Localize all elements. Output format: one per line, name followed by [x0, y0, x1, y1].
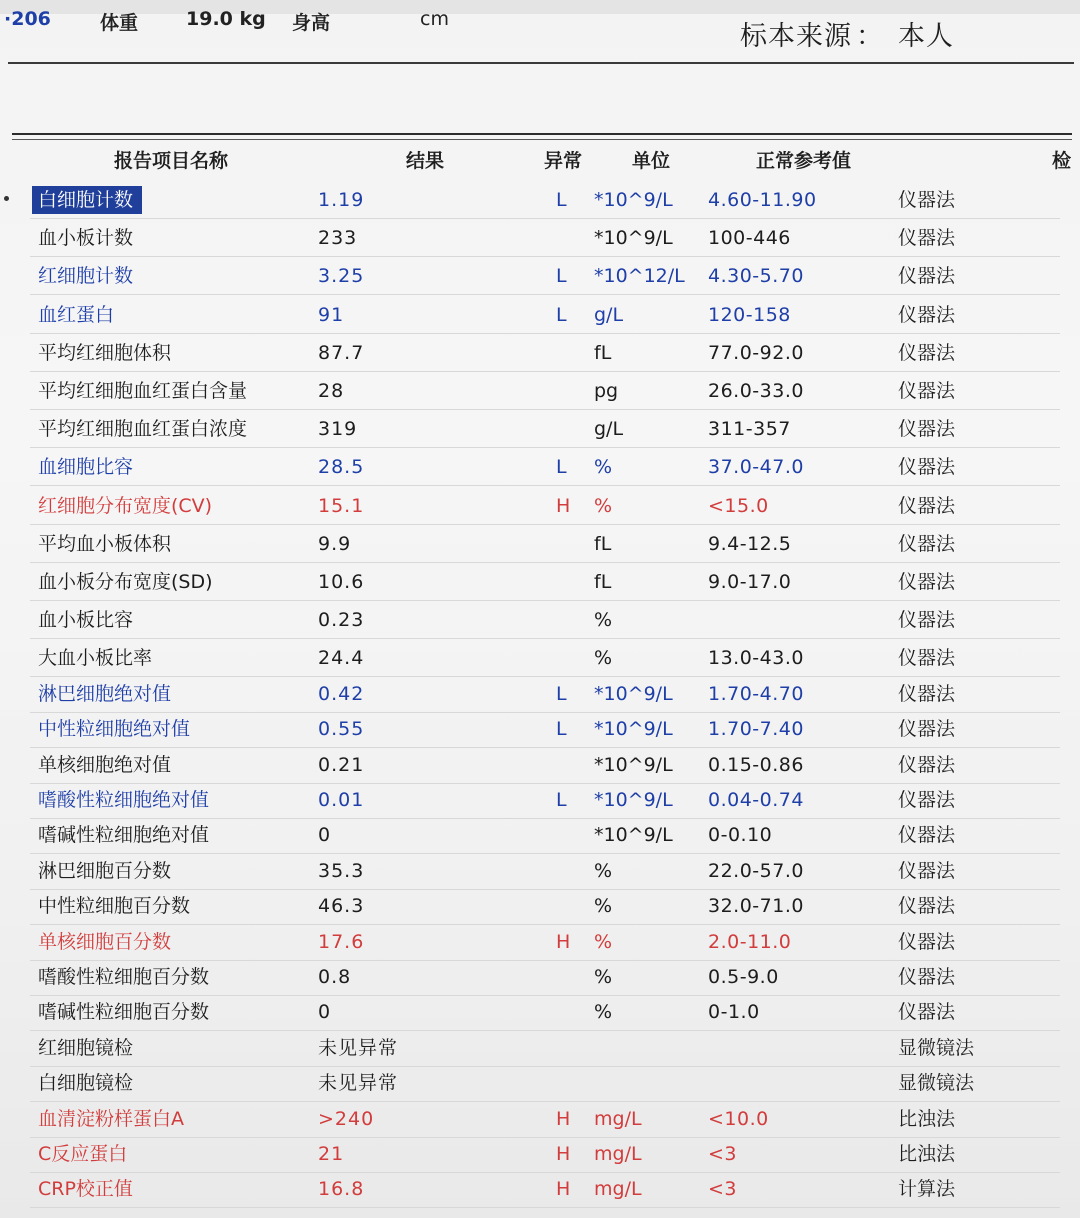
- item-name: 淋巴细胞绝对值: [38, 682, 172, 705]
- item-unit: mg/L: [594, 1143, 642, 1165]
- row-divider: [30, 256, 1060, 257]
- row-divider: [30, 853, 1060, 854]
- row-divider: [30, 447, 1060, 448]
- item-method: 仪器法: [898, 609, 956, 632]
- item-result: 28.5: [318, 456, 365, 479]
- item-unit: g/L: [594, 418, 624, 441]
- item-unit: *10^12/L: [594, 265, 685, 288]
- item-result: 0: [318, 824, 332, 847]
- item-result: 87.7: [318, 341, 365, 364]
- item-unit: %: [594, 456, 613, 479]
- item-result: 46.3: [318, 895, 365, 918]
- item-method: 仪器法: [898, 265, 956, 288]
- row-divider: [30, 218, 1060, 219]
- item-reference: 32.0-71.0: [708, 895, 804, 918]
- item-unit: pg: [594, 380, 619, 402]
- item-name: 嗜碱性粒细胞百分数: [38, 1001, 210, 1024]
- item-result: 10.6: [318, 571, 365, 593]
- item-name: C反应蛋白: [38, 1143, 128, 1165]
- weight-label: 体重: [100, 12, 139, 34]
- item-method: 仪器法: [898, 789, 956, 811]
- item-reference: 37.0-47.0: [708, 456, 804, 479]
- item-name: 红细胞分布宽度(CV): [38, 494, 213, 517]
- item-name: 血小板比容: [38, 609, 134, 632]
- item-reference: 0.04-0.74: [708, 789, 804, 811]
- item-name: 血小板计数: [38, 227, 134, 250]
- row-divider: [30, 485, 1060, 486]
- age-fragment: ·206: [4, 8, 51, 30]
- item-result: 0.42: [318, 682, 365, 705]
- item-flag: H: [556, 1143, 571, 1165]
- item-reference: 100-446: [708, 227, 791, 250]
- item-result: 0.21: [318, 753, 365, 776]
- height-label: 身高: [292, 12, 331, 34]
- item-method: 仪器法: [898, 647, 956, 670]
- item-flag: H: [556, 1107, 571, 1130]
- item-unit: *10^9/L: [594, 718, 673, 741]
- item-method: 仪器法: [898, 532, 956, 555]
- row-divider: [30, 1066, 1060, 1067]
- item-result: 91: [318, 303, 345, 326]
- item-result: 28: [318, 380, 345, 402]
- row-divider: [30, 294, 1060, 295]
- row-divider: [30, 333, 1060, 334]
- item-name: 血清淀粉样蛋白A: [38, 1107, 184, 1130]
- item-name: 嗜酸性粒细胞百分数: [38, 966, 210, 988]
- item-unit: *10^9/L: [594, 682, 673, 705]
- item-reference: 4.30-5.70: [708, 265, 804, 288]
- item-name: 单核细胞百分数: [38, 930, 172, 953]
- row-divider: [30, 1030, 1060, 1031]
- row-divider: [30, 783, 1060, 784]
- item-method: 仪器法: [898, 189, 956, 211]
- item-method: 计算法: [898, 1178, 956, 1201]
- item-unit: %: [594, 859, 613, 882]
- item-result: 21: [318, 1143, 345, 1165]
- item-name: 淋巴细胞百分数: [38, 859, 172, 882]
- item-name: 大血小板比率: [38, 647, 153, 670]
- row-divider: [30, 524, 1060, 525]
- item-method: 仪器法: [898, 456, 956, 479]
- item-name: 平均红细胞血红蛋白浓度: [38, 418, 248, 441]
- item-reference: <15.0: [708, 494, 769, 517]
- item-method: 仪器法: [898, 303, 956, 326]
- item-name: 平均血小板体积: [38, 532, 172, 555]
- item-result: 319: [318, 418, 358, 441]
- item-result: 233: [318, 227, 358, 250]
- item-reference: 1.70-7.40: [708, 718, 804, 741]
- item-method: 仪器法: [898, 418, 956, 441]
- item-reference: 2.0-11.0: [708, 930, 792, 953]
- row-divider: [30, 371, 1060, 372]
- item-result: 1.19: [318, 189, 365, 211]
- item-result: 未见异常: [318, 1036, 399, 1059]
- item-name: 单核细胞绝对值: [38, 753, 172, 776]
- item-name: CRP校正值: [38, 1178, 133, 1201]
- row-divider: [30, 1207, 1060, 1208]
- item-name: 嗜碱性粒细胞绝对值: [38, 824, 210, 847]
- item-reference: 311-357: [708, 418, 791, 441]
- item-unit: fL: [594, 571, 612, 593]
- item-unit: *10^9/L: [594, 227, 673, 250]
- item-reference: 120-158: [708, 303, 791, 326]
- column-header-name: 报告项目名称: [114, 150, 229, 172]
- column-header-reference: 正常参考值: [756, 150, 852, 172]
- table-top-rule-inner: [12, 139, 1072, 140]
- item-unit: *10^9/L: [594, 189, 673, 211]
- item-reference: <3: [708, 1143, 738, 1165]
- item-flag: H: [556, 494, 571, 517]
- item-name: 嗜酸性粒细胞绝对值: [38, 789, 210, 811]
- item-method: 仪器法: [898, 859, 956, 882]
- row-divider: [30, 995, 1060, 996]
- item-result: 0.23: [318, 609, 365, 632]
- item-name: 中性粒细胞绝对值: [38, 718, 191, 741]
- row-divider: [30, 747, 1060, 748]
- item-flag: L: [556, 456, 567, 479]
- item-flag: H: [556, 930, 571, 953]
- row-divider: [30, 676, 1060, 677]
- item-name: 红细胞镜检: [38, 1036, 134, 1059]
- specimen-source-label: 标本来源: [740, 21, 852, 52]
- item-method: 仪器法: [898, 930, 956, 953]
- column-header-edge: 检: [1052, 150, 1072, 172]
- item-method: 仪器法: [898, 753, 956, 776]
- height-unit: cm: [420, 8, 449, 30]
- row-divider: [30, 818, 1060, 819]
- item-result: 17.6: [318, 930, 365, 953]
- row-divider: [30, 562, 1060, 563]
- item-result: 16.8: [318, 1178, 365, 1201]
- item-reference: 0.15-0.86: [708, 753, 804, 776]
- column-header-result: 结果: [406, 150, 445, 172]
- item-name: 平均红细胞体积: [38, 341, 172, 364]
- item-result: 35.3: [318, 859, 365, 882]
- item-reference: <10.0: [708, 1107, 769, 1130]
- item-reference: 22.0-57.0: [708, 859, 804, 882]
- item-reference: 4.60-11.90: [708, 189, 817, 211]
- column-header-flag: 异常: [544, 150, 583, 172]
- row-divider: [30, 924, 1060, 925]
- item-method: 仪器法: [898, 1001, 956, 1024]
- item-flag: L: [556, 718, 567, 741]
- item-reference: 9.0-17.0: [708, 571, 792, 593]
- item-method: 仪器法: [898, 494, 956, 517]
- item-result: 0.01: [318, 789, 365, 811]
- specimen-source: [740, 14, 954, 53]
- item-unit: %: [594, 1001, 613, 1024]
- item-unit: mg/L: [594, 1107, 642, 1130]
- item-unit: fL: [594, 532, 612, 555]
- table-top-rule: [12, 133, 1072, 135]
- item-result: 24.4: [318, 647, 365, 670]
- item-method: 仪器法: [898, 682, 956, 705]
- item-method: 显微镜法: [898, 1036, 975, 1059]
- row-pointer-mark: [4, 196, 9, 201]
- header-divider: [8, 62, 1074, 64]
- item-reference: 0-1.0: [708, 1001, 760, 1024]
- item-unit: %: [594, 966, 613, 988]
- item-method: 仪器法: [898, 380, 956, 402]
- item-name: 白细胞计数: [38, 189, 134, 211]
- item-reference: 1.70-4.70: [708, 682, 804, 705]
- item-flag: H: [556, 1178, 571, 1201]
- specimen-source-value: 本人: [898, 21, 954, 52]
- item-unit: *10^9/L: [594, 789, 673, 811]
- item-result: 0.55: [318, 718, 365, 741]
- row-divider: [30, 600, 1060, 601]
- item-reference: 13.0-43.0: [708, 647, 804, 670]
- item-result: 3.25: [318, 265, 365, 288]
- item-method: 仪器法: [898, 966, 956, 988]
- item-reference: 77.0-92.0: [708, 341, 804, 364]
- specimen-source-colon: ：: [856, 21, 884, 52]
- row-divider: [30, 889, 1060, 890]
- item-flag: L: [556, 265, 567, 288]
- item-method: 仪器法: [898, 571, 956, 593]
- row-divider: [30, 712, 1060, 713]
- item-reference: <3: [708, 1178, 738, 1201]
- item-flag: L: [556, 303, 567, 326]
- item-result: 未见异常: [318, 1072, 399, 1095]
- item-reference: 26.0-33.0: [708, 380, 804, 402]
- item-reference: 0.5-9.0: [708, 966, 779, 988]
- item-unit: mg/L: [594, 1178, 642, 1201]
- item-flag: L: [556, 789, 567, 811]
- item-unit: %: [594, 895, 613, 918]
- item-method: 仪器法: [898, 341, 956, 364]
- item-name: 中性粒细胞百分数: [38, 895, 191, 918]
- item-method: 仪器法: [898, 824, 956, 847]
- item-method: 显微镜法: [898, 1072, 975, 1095]
- item-unit: *10^9/L: [594, 753, 673, 776]
- item-unit: %: [594, 930, 613, 953]
- item-method: 仪器法: [898, 718, 956, 741]
- item-unit: %: [594, 647, 613, 670]
- row-divider: [30, 1101, 1060, 1102]
- item-unit: %: [594, 609, 613, 632]
- item-name: 血细胞比容: [38, 456, 134, 479]
- item-name: 白细胞镜检: [38, 1072, 134, 1095]
- item-name: 平均红细胞血红蛋白含量: [38, 380, 248, 402]
- item-name: 血红蛋白: [38, 303, 115, 326]
- top-edge-strip: [0, 0, 1080, 14]
- row-divider: [30, 1172, 1060, 1173]
- row-divider: [30, 409, 1060, 410]
- item-reference: 9.4-12.5: [708, 532, 792, 555]
- item-unit: %: [594, 494, 613, 517]
- item-reference: 0-0.10: [708, 824, 773, 847]
- item-result: 0.8: [318, 966, 352, 988]
- item-name: 血小板分布宽度(SD): [38, 571, 213, 593]
- item-result: 15.1: [318, 494, 365, 517]
- item-result: >240: [318, 1107, 375, 1130]
- row-divider: [30, 960, 1060, 961]
- item-result: 9.9: [318, 532, 352, 555]
- item-unit: fL: [594, 341, 612, 364]
- item-flag: L: [556, 189, 567, 211]
- item-name: 红细胞计数: [38, 265, 134, 288]
- item-unit: g/L: [594, 303, 624, 326]
- item-result: 0: [318, 1001, 332, 1024]
- item-method: 比浊法: [898, 1107, 956, 1130]
- item-flag: L: [556, 682, 567, 705]
- column-header-unit: 单位: [632, 150, 671, 172]
- item-unit: *10^9/L: [594, 824, 673, 847]
- item-method: 仪器法: [898, 227, 956, 250]
- item-method: 比浊法: [898, 1143, 956, 1165]
- item-method: 仪器法: [898, 895, 956, 918]
- row-divider: [30, 1137, 1060, 1138]
- row-divider: [30, 638, 1060, 639]
- weight-value: 19.0 kg: [186, 8, 266, 30]
